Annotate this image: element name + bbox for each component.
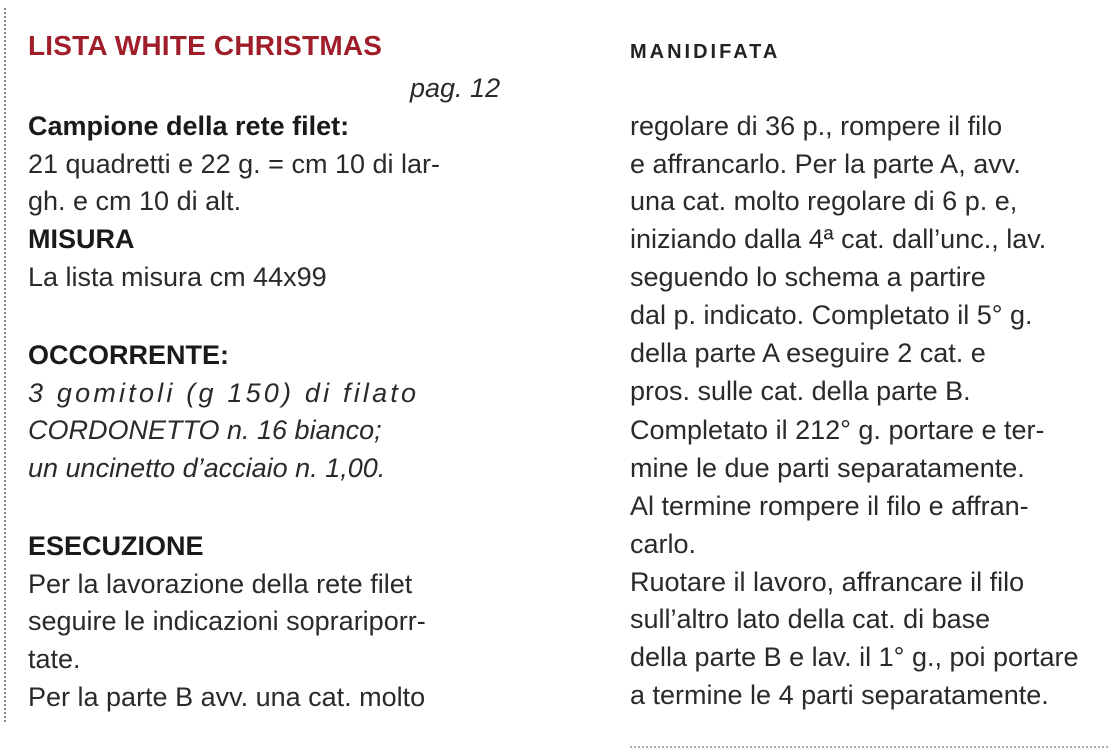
occorrente-line-1: 3 gomitoli (g 150) di filato	[28, 378, 420, 408]
body-line-9: Completato il 212° g. portare e ter-	[630, 415, 1045, 445]
campione-heading: Campione della rete filet:	[28, 111, 350, 141]
occorrente-line-2: CORDONETTO n. 16 bianco;	[28, 415, 382, 445]
esecuzione-line-4: Per la parte B avv. una cat. molto	[28, 682, 426, 712]
body-line-12: carlo.	[630, 529, 697, 559]
campione-line-1: 21 quadretti e 22 g. = cm 10 di lar-	[28, 149, 440, 179]
body-line-8: pros. sulle cat. della parte B.	[630, 376, 971, 406]
body-line-4: iniziando dalla 4ª cat. dall’unc., lav.	[630, 224, 1047, 254]
body-line-2: e affrancarlo. Per la parte A, avv.	[630, 149, 1021, 179]
page-reference: pag. 12	[410, 73, 501, 103]
body-line-7: della parte A eseguire 2 cat. e	[630, 338, 986, 368]
body-line-11: Al termine rompere il filo e affran-	[630, 491, 1029, 521]
body-line-10: mine le due parti separatamente.	[630, 453, 1025, 483]
brand-label: MANIDIFATA	[630, 41, 781, 63]
esecuzione-line-1: Per la lavorazione della rete filet	[28, 569, 413, 599]
body-line-1: regolare di 36 p., rompere il filo	[630, 111, 1003, 141]
misura-line: La lista misura cm 44x99	[28, 262, 327, 292]
body-line-15: della parte B e lav. il 1° g., poi portare	[630, 642, 1079, 672]
esecuzione-line-2: seguire le indicazioni soprariporr-	[28, 606, 426, 636]
body-line-5: seguendo lo schema a partire	[630, 262, 986, 292]
occorrente-heading: OCCORRENTE:	[28, 340, 229, 370]
campione-line-2: gh. e cm 10 di alt.	[28, 186, 242, 216]
body-line-6: dal p. indicato. Completato il 5° g.	[630, 300, 1033, 330]
bottom-rule-dotted	[630, 746, 1108, 748]
body-line-16: a termine le 4 parti separatamente.	[630, 680, 1049, 710]
body-line-14: sull’altro lato della cat. di base	[630, 604, 991, 634]
occorrente-line-3: un uncinetto d’acciaio n. 1,00.	[28, 453, 386, 483]
article-title: LISTA WHITE CHRISTMAS	[28, 30, 383, 61]
body-line-13: Ruotare il lavoro, affrancare il filo	[630, 567, 1025, 597]
body-line-3: una cat. molto regolare di 6 p. e,	[630, 186, 1018, 216]
esecuzione-heading: ESECUZIONE	[28, 531, 204, 561]
misura-heading: MISURA	[28, 224, 135, 254]
column-divider-dotted	[4, 8, 6, 722]
esecuzione-line-3: tate.	[28, 644, 81, 674]
